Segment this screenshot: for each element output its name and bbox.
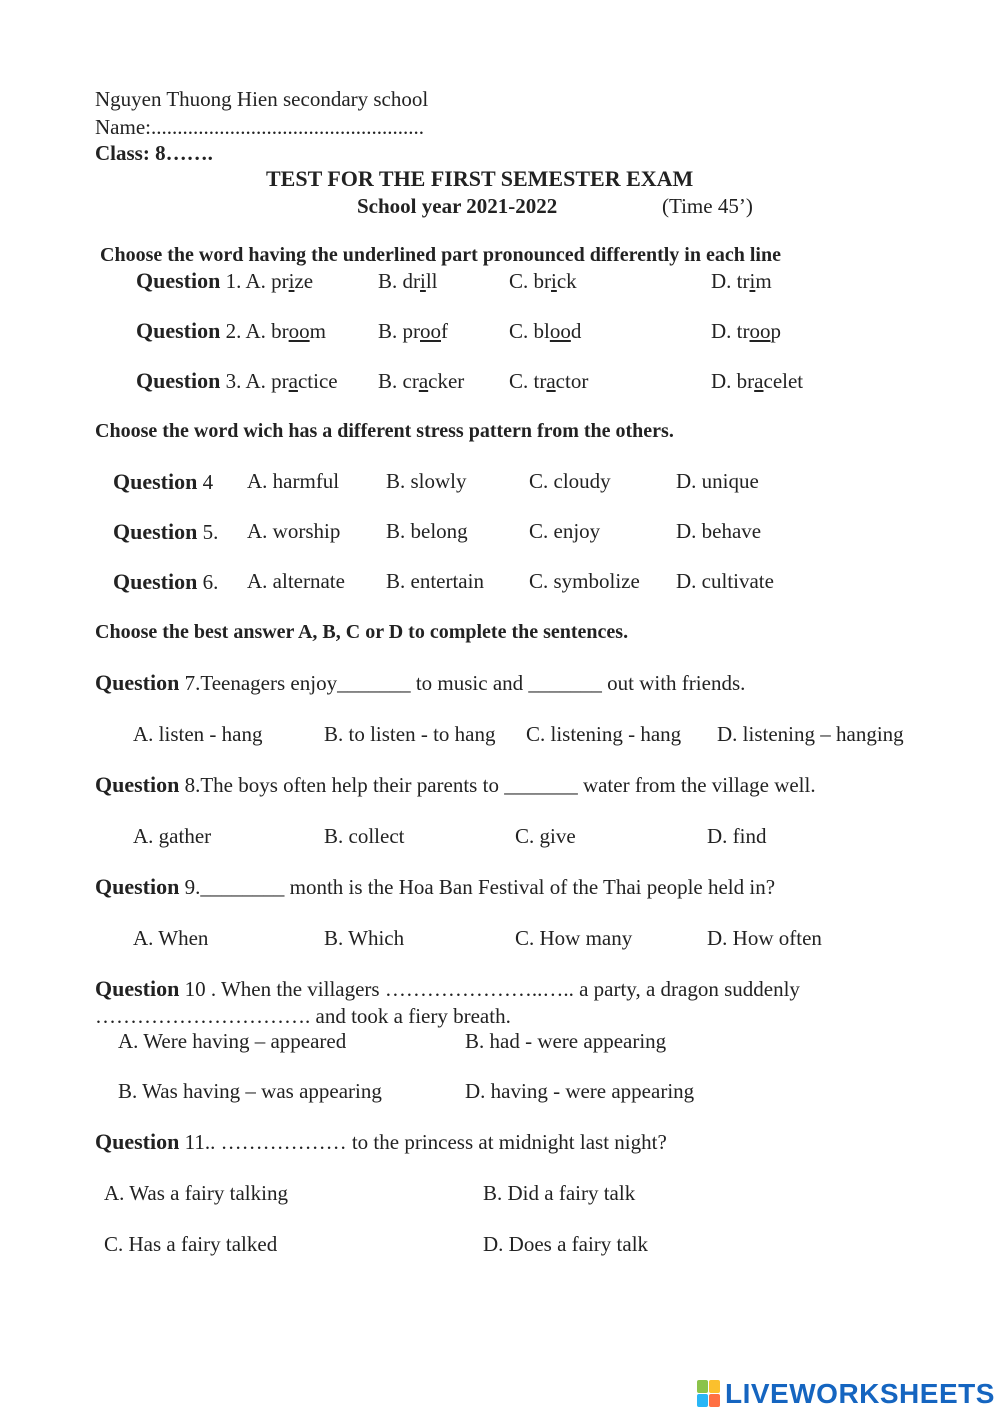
option-d[interactable]: D. listening – hanging [717,722,904,746]
school-year: School year 2021-2022 [357,194,558,218]
section3-instruction: Choose the best answer A, B, C or D to complete the sentences. [95,621,629,643]
option-a[interactable]: A. harmful [247,469,340,493]
question-label: Question [113,569,198,594]
option-c[interactable]: C. cloudy [529,469,611,493]
option-c[interactable]: C. listening - hang [526,722,682,746]
time-limit: (Time 45’) [662,194,753,218]
option-c[interactable]: C. give [515,824,576,848]
question-label: Question [113,469,198,494]
option-b[interactable]: B. entertain [386,569,484,593]
exam-title: TEST FOR THE FIRST SEMESTER EXAM [266,166,694,191]
question-label: Question [136,318,221,343]
option-a[interactable]: A. practice [245,369,338,393]
option-b[interactable]: B. Did a fairy talk [483,1181,636,1205]
option-a[interactable]: A. prize [245,269,314,293]
option-a[interactable]: A. worship [247,519,341,543]
question-number: 3. [220,369,246,393]
option-c[interactable]: C. brick [509,269,577,293]
class-field: Class: 8……. [95,141,213,165]
question-label: Question [136,268,221,293]
option-b[interactable]: B. had - were appearing [465,1029,667,1053]
option-b[interactable]: B. belong [386,519,468,543]
option-b[interactable]: B. proof [378,319,448,343]
option-b[interactable]: B. cracker [378,369,465,393]
section1-instruction: Choose the word having the underlined part pronounced differently in each line [100,244,781,266]
option-d[interactable]: D. cultivate [676,569,774,593]
option-d[interactable]: D. trim [711,269,772,293]
question-text: 9.________ month is the Hoa Ban Festival of the Thai people held in? [179,875,776,899]
question-label: Question [95,976,180,1001]
question-label: Question [95,1129,180,1154]
section2-instruction: Choose the word wich has a different stress pattern from the others. [95,420,674,442]
option-a[interactable]: A. When [133,926,209,950]
option-a[interactable]: A. gather [133,824,212,848]
question-label: Question [95,772,180,797]
option-c[interactable]: C. tractor [509,369,589,393]
option-c[interactable]: C. Has a fairy talked [104,1232,278,1256]
option-b[interactable]: B. Which [324,926,405,950]
option-d[interactable]: D. troop [711,319,781,343]
option-d[interactable]: D. having - were appearing [465,1079,695,1103]
option-b[interactable]: B. collect [324,824,405,848]
option-d[interactable]: D. How often [707,926,822,950]
option-a[interactable]: A. Was a fairy talking [104,1181,288,1205]
option-d[interactable]: D. behave [676,519,762,543]
option-a[interactable]: A. listen - hang [133,722,263,746]
liveworksheets-logo-icon [697,1380,721,1408]
question-text: 7.Teenagers enjoy_______ to music and _______ out with friends. [179,671,746,695]
question-text: 11.. ……………… to the princess at midnight last night? [179,1130,667,1154]
question-number: 2. [220,319,246,343]
liveworksheets-logo [697,1377,995,1411]
option-d[interactable]: D. find [707,824,767,848]
question-label: Question [136,368,221,393]
liveworksheets-logo-text: LIVEWORKSHEETS [725,1378,995,1409]
option-d[interactable]: D. unique [676,469,759,493]
option-d[interactable]: D. bracelet [711,369,804,393]
question-number: 6. [197,570,219,594]
question-label: Question [113,519,198,544]
option-a[interactable]: A. broom [245,319,326,343]
school-name: Nguyen Thuong Hien secondary school [95,87,429,111]
option-b[interactable]: B. slowly [386,469,467,493]
question-label: Question [95,670,180,695]
option-c[interactable]: C. enjoy [529,519,601,543]
question-number: 4 [197,470,214,494]
option-b[interactable]: B. drill [378,269,438,293]
question-text: 10 . When the villagers …………………..….. a party, a dragon suddenly [179,977,800,1001]
question-number: 1. [220,269,246,293]
option-c[interactable]: C. blood [509,319,582,343]
option-c[interactable]: B. Was having – was appearing [118,1079,382,1103]
option-a[interactable]: A. Were having – appeared [118,1029,347,1053]
option-b[interactable]: B. to listen - to hang [324,722,496,746]
question-label: Question [95,874,180,899]
option-a[interactable]: A. alternate [247,569,345,593]
option-d[interactable]: D. Does a fairy talk [483,1232,649,1256]
question-number: 5. [197,520,219,544]
question-text: 8.The boys often help their parents to _______ water from the village well. [179,773,816,797]
option-c[interactable]: C. How many [515,926,633,950]
option-c[interactable]: C. symbolize [529,569,640,593]
question-text-continued: …………………………. and took a fiery breath. [95,1004,511,1028]
name-field: Name:.................................................... [95,115,424,139]
